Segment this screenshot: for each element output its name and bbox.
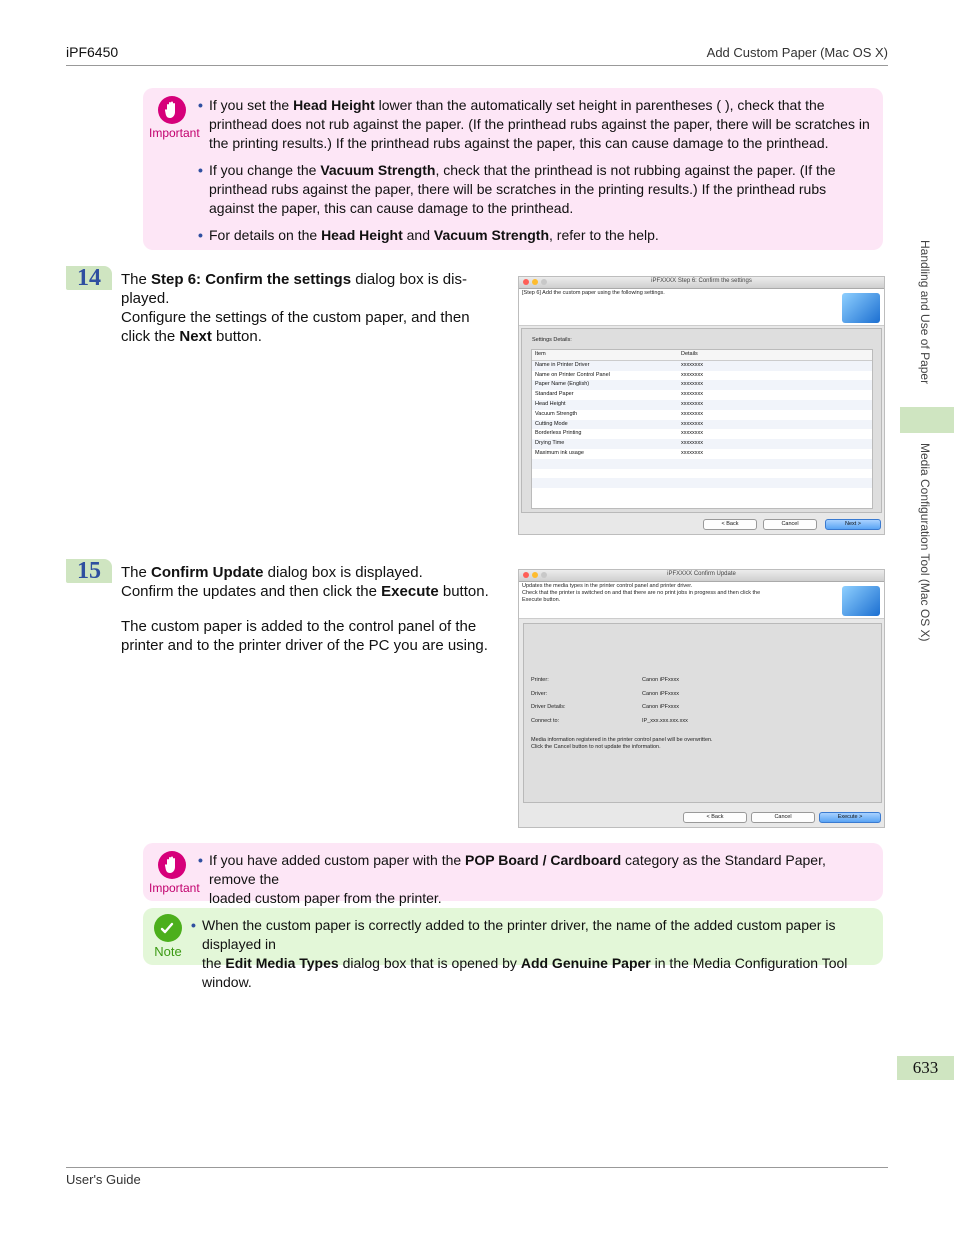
note-bullet: • When the custom paper is correctly added to the printer driver, the name of the added custom paper is displayed in the Edit Media Types dialog box that is opened by Add Genuine Paper in the Media Configuration Tool window. [191,917,848,990]
table-row-empty [532,478,872,488]
important-label: Important [149,881,200,895]
important-1-bullet-1: • If you set the Head Height lower than the automatically set height in parentheses ( ), check that the printhead does not rub against the paper. (If the printhead rubs against the paper, there will be scratches in the printing results.) If the printhead rubs against the paper, this can cause damage to the printhead. [198,97,870,151]
dialog-title: iPFXXXX Confirm Update [667,571,736,577]
dialog-instruction: Updates the media types in the printer control panel and printer driver. Check that the printer is switched on and that there are no print jobs in progress and then click the Execute button. [522,583,761,603]
back-button[interactable]: < Back [703,519,757,530]
settings-table-header: Item Details [532,350,872,361]
dialog-header-band [519,582,884,619]
table-row[interactable]: Maximum ink usage xxxxxxxx [535,449,703,456]
header-product: iPF6450 [66,44,119,60]
media-cube-icon [842,586,880,616]
important-2-bullet: • If you have added custom paper with the POP Board / Cardboard category as the Standard Paper, remove the loaded custom paper from the printer. [198,852,826,906]
confirm-update-dialog-screenshot [518,569,885,828]
dialog-title: iPFXXXX Step 6: Confirm the settings [651,278,752,284]
table-row[interactable]: Standard Paper xxxxxxxx [535,391,703,398]
step-15-text: The Confirm Update dialog box is displayed. Confirm the updates and then click the Execute button. The custom paper is added to the control panel of the printer and to the printer driver of the PC you are using. [121,564,489,654]
important-badge [149,96,200,140]
table-row-empty [532,459,872,469]
footer-rule [66,1167,888,1168]
important-badge [149,851,200,895]
hand-stop-icon [158,851,186,879]
step-14-number: 14 [66,266,112,290]
confirm-settings-dialog-screenshot [518,276,885,535]
table-row[interactable]: Drying Time xxxxxxxx [532,439,872,449]
important-box-1 [143,88,883,250]
back-button[interactable]: < Back [683,812,747,823]
pencil-check-icon [154,914,182,942]
settings-table[interactable] [531,349,873,509]
table-row[interactable]: Paper Name (English) xxxxxxxx [532,380,872,390]
header-section-title: Add Custom Paper (Mac OS X) [706,45,888,60]
note-box [143,908,883,990]
settings-details-group [521,328,882,513]
important-1-bullet-2: • If you change the Vacuum Strength, check that the printhead is not rubbing against the paper. (If the printhead rubs against the paper, there will be scratches in the printing results.) If the printhead rubs against the paper, this can cause damage to the printhead. [198,162,836,216]
update-info-fields: Printer: Canon iPFxxxx Driver: Canon iPFxxxx Driver Details: Canon iPFxxxx Connect to: IP_xxx.xxx.xxx.xxx Media information registered in the printer control panel will be overwritten. Click the Cancel button to not update the information. [531,677,713,750]
table-row[interactable]: Vacuum Strength xxxxxxxx [535,410,703,417]
header-rule [66,65,888,66]
update-info-panel [523,623,882,803]
table-row-empty [532,469,872,479]
table-row[interactable]: Name in Printer Driver xxxxxxxx [532,361,872,371]
side-section-label: Media Configuration Tool (Mac OS X) [918,443,932,642]
hand-stop-icon [158,96,186,124]
execute-button[interactable]: Execute > [819,812,881,823]
next-button[interactable]: Next > [825,519,881,530]
settings-details-label: Settings Details: [532,337,572,343]
table-row[interactable]: Head Height xxxxxxxx [532,400,872,410]
table-row[interactable]: Borderless Printing xxxxxxxx [535,430,703,437]
side-chapter-tab [900,407,954,433]
media-cube-icon [842,293,880,323]
dialog-titlebar [519,277,884,289]
page-number: 633 [897,1056,954,1080]
note-badge [147,914,189,959]
side-chapter-label: Handling and Use of Paper [918,240,932,385]
footer-title: User's Guide [66,1172,141,1187]
note-label: Note [154,944,182,959]
important-label: Important [149,126,200,140]
dialog-titlebar [519,570,884,582]
table-row[interactable]: Name on Printer Control Panel xxxxxxxx [535,371,703,378]
cancel-button[interactable]: Cancel [763,519,817,530]
cancel-button[interactable]: Cancel [751,812,815,823]
dialog-instruction: [Step 6] Add the custom paper using the following settings. [522,290,665,296]
important-box-2 [143,843,883,906]
table-row-empty [532,488,872,498]
table-row[interactable]: Cutting Mode xxxxxxxx [532,420,872,430]
step-15-number: 15 [66,559,112,583]
dialog-header-band [519,289,884,326]
important-1-bullet-3: • For details on the Head Height and Vacuum Strength, refer to the help. [198,227,659,243]
step-14-text: The Step 6: Confirm the settings dialog box is dis- played. Configure the settings of the custom paper, and then click the Next button. [121,271,470,345]
